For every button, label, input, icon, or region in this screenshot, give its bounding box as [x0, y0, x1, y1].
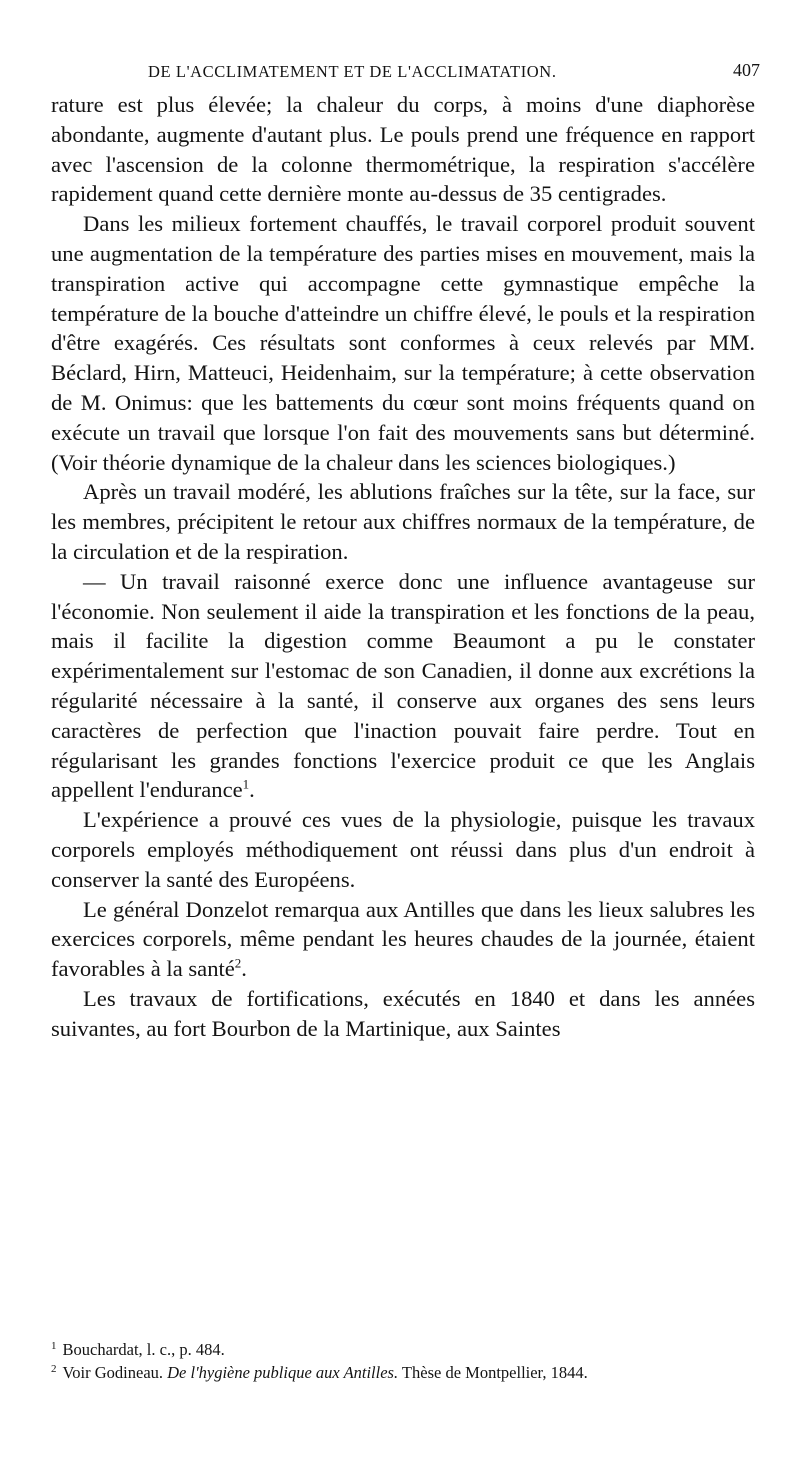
running-title: DE L'ACCLIMATEMENT ET DE L'ACCLIMATATION. [148, 62, 557, 81]
page-number: 407 [733, 60, 760, 80]
paragraph-1: rature est plus élevée; la chaleur du corps, à moins d'une diaphorèse abondante, augmente d'autant plus. Le pouls prend une fréquence en rapport avec l'ascension de la colonne thermométrique, la respiration s'accélère rapidement quand cette dernière monte au-dessus de 35 centigrades. [51, 92, 755, 207]
paragraph-4-text: — Un travail raisonné exerce donc une influence avantageuse sur l'économie. Non seulement il aide la transpiration et les fonctions de la peau, mais il facilite la digestion comme Beaumont a pu le constater expérimentalement sur l'estomac de son Canadien, il donne aux excrétions la régularité nécessaire à la santé, il conserve aux organes des sens leurs caractères de perfection que l'inaction pouvait faire perdre. Tout en régularisant les grandes fonctions l'exercice produit ce que les Anglais appellent l'endurance [51, 568, 755, 803]
footnote-1 [51, 1338, 755, 1361]
footnote-2-title: De l'hygiène publique aux Antilles. [167, 1363, 399, 1382]
paragraph-6-text: Le général Donzelot remarqua aux Antilles que dans les lieux salubres les exercices corporels, même pendant les heures chaudes de la journée, étaient favorables à la santé [51, 896, 755, 982]
footnote-2 [51, 1361, 755, 1384]
paragraph-4 [51, 567, 755, 805]
footnote-2-post: Thèse de Montpellier, 1844. [398, 1363, 588, 1382]
paragraph-5: L'expérience a prouvé ces vues de la physiologie, puisque les travaux corporels employés méthodiquement ont réussi dans plus d'un endroit à conserver la santé des Européens. [51, 807, 755, 892]
paragraph-6 [51, 895, 755, 984]
footnote-2-number: 2 [51, 1362, 57, 1375]
footnote-ref-1: 1 [242, 776, 250, 792]
paragraph-6-end: . [241, 956, 247, 982]
footnotes [51, 1338, 755, 1384]
footnote-1-number: 1 [51, 1339, 57, 1352]
paragraph-3: Après un travail modéré, les ablutions fraîches sur la tête, sur la face, sur les membres, précipitent le retour aux chiffres normaux de la température, de la circulation et de la respiration. [51, 479, 755, 564]
footnote-1-text: Bouchardat, l. c., p. 484. [62, 1340, 225, 1359]
paragraph-4-end: . [249, 777, 255, 803]
paragraph-7: Les travaux de fortifications, exécutés en 1840 et dans les années suivantes, au fort Bourbon de la Martinique, aux Saintes [51, 985, 755, 1041]
body-text [51, 90, 755, 1044]
footnote-ref-2: 2 [234, 955, 242, 971]
paragraph-2: Dans les milieux fortement chauffés, le travail corporel produit souvent une augmentation de la température des parties mises en mouvement, mais la transpiration active qui accompagne cette gymnastique empêche la température de la bouche d'atteindre un chiffre élevé, le pouls et la respiration d'être exagérés. Ces résultats sont conformes à ceux relevés par MM. Béclard, Hirn, Matteuci, Heidenhaim, sur la température; à cette observation de M. Onimus: que les battements du cœur sont moins fréquents quand on exécute un travail que lorsque l'on fait des mouvements sans but déterminé. (Voir théorie dynamique de la chaleur dans les sciences biologiques.) [51, 211, 755, 475]
footnote-2-pre: Voir Godineau. [62, 1363, 168, 1382]
running-head [0, 62, 800, 92]
